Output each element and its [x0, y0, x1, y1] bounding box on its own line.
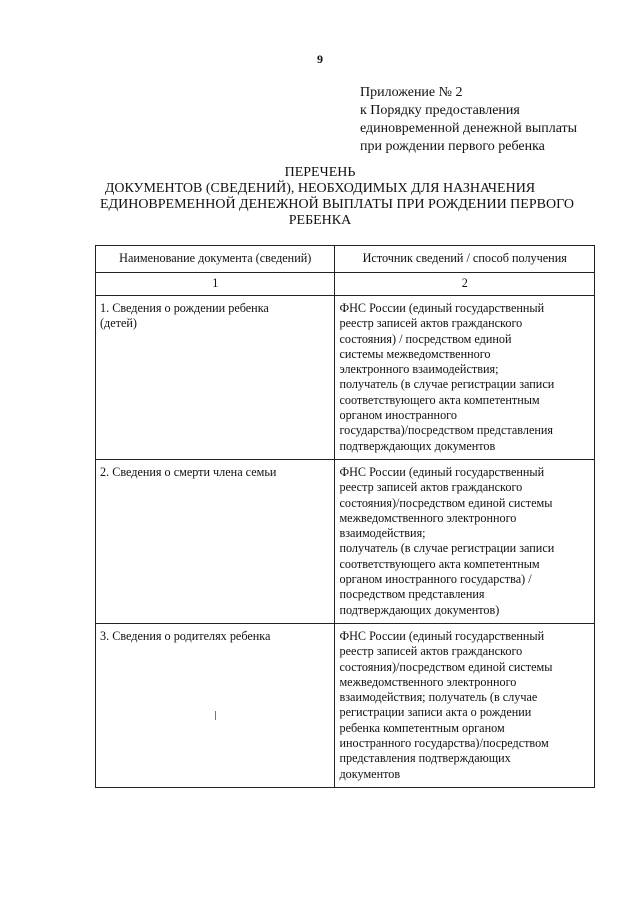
appendix-line: при рождении первого ребенка [360, 139, 545, 154]
cell-line: межведомственного электронного [339, 510, 517, 525]
appendix-caption [360, 84, 620, 156]
cell-line: состояния) / посредством единой [339, 331, 512, 346]
column-number: 1 [96, 273, 335, 296]
cell-line: подтверждающих документов) [339, 602, 500, 617]
cell-line: иностранного государства)/посредством [339, 736, 549, 751]
cell-line: соответствующего акта компетентным [339, 392, 540, 407]
cell-line: ФНС России (единый государственный [339, 301, 545, 315]
cell-line: межведомственного электронного [339, 674, 517, 689]
title-line: РЕБЕНКА [288, 213, 352, 228]
page-number: 9 [317, 52, 323, 66]
table-row [96, 623, 595, 787]
cell-line: 2. Сведения о смерти члена семьи [100, 464, 277, 479]
table-row [96, 459, 595, 623]
scan-mark [215, 711, 216, 720]
cell-line: ребенка компетентным органом [339, 720, 505, 735]
table-row [96, 296, 595, 460]
appendix-line: Приложение № 2 [360, 85, 463, 100]
cell-line: подтверждающих документов [339, 438, 496, 453]
title-line: ЕДИНОВРЕМЕННОЙ ДЕНЕЖНОЙ ВЫПЛАТЫ ПРИ РОЖДЕНИИ ПЕРВОГО [100, 197, 574, 212]
title-line: ДОКУМЕНТОВ (СВЕДЕНИЙ), НЕОБХОДИМЫХ ДЛЯ НАЗНАЧЕНИЯ [104, 181, 536, 196]
cell-line: реестр записей актов гражданского [339, 316, 523, 331]
cell-line: органом иностранного [339, 408, 457, 423]
cell-line: государства)/посредством представления [339, 423, 554, 438]
cell-line: ФНС России (единый государственный [339, 464, 545, 479]
cell-line: регистрации записи акта о рождении [339, 705, 532, 720]
cell-line: получатель (в случае регистрации записи [339, 541, 555, 556]
cell-line: органом иностранного государства) / [339, 572, 532, 587]
cell-line: реестр записей актов гражданского [339, 644, 523, 659]
table-header-row [96, 246, 595, 273]
documents-table [95, 245, 595, 788]
header-document-name: Наименование документа (сведений) [96, 246, 335, 273]
source-cell [335, 623, 595, 787]
cell-line: 3. Сведения о родителях ребенка [100, 628, 271, 643]
cell-line: документов [339, 766, 401, 781]
cell-line: посредством представления [339, 587, 485, 602]
document-name-cell [96, 623, 335, 787]
cell-line: состояния)/посредством единой системы [339, 659, 553, 674]
cell-line: ФНС России (единый государственный [339, 628, 545, 643]
cell-line: представления подтверждающих [339, 751, 511, 766]
cell-line: получатель (в случае регистрации записи [339, 377, 555, 392]
cell-line: соответствующего акта компетентным [339, 556, 540, 571]
document-title [100, 165, 574, 229]
appendix-line: к Порядку предоставления [360, 103, 520, 118]
cell-line: взаимодействия; получатель (в случае [339, 690, 538, 705]
source-cell [335, 459, 595, 623]
source-cell [335, 296, 595, 460]
cell-line: взаимодействия; [339, 526, 426, 541]
column-number-row [96, 273, 595, 296]
document-name-cell [96, 459, 335, 623]
title-line: ПЕРЕЧЕНЬ [284, 165, 356, 180]
cell-line: реестр записей актов гражданского [339, 480, 523, 495]
cell-line: 1. Сведения о рождении ребенка [100, 301, 269, 315]
header-source: Источник сведений / способ получения [335, 246, 595, 273]
appendix-line: единовременной денежной выплаты [360, 121, 578, 136]
cell-line: (детей) [100, 316, 137, 331]
column-number: 2 [335, 273, 595, 296]
cell-line: электронного взаимодействия; [339, 362, 499, 377]
cell-line: системы межведомственного [339, 346, 491, 361]
document-name-cell [96, 296, 335, 460]
cell-line: состояния)/посредством единой системы [339, 495, 553, 510]
